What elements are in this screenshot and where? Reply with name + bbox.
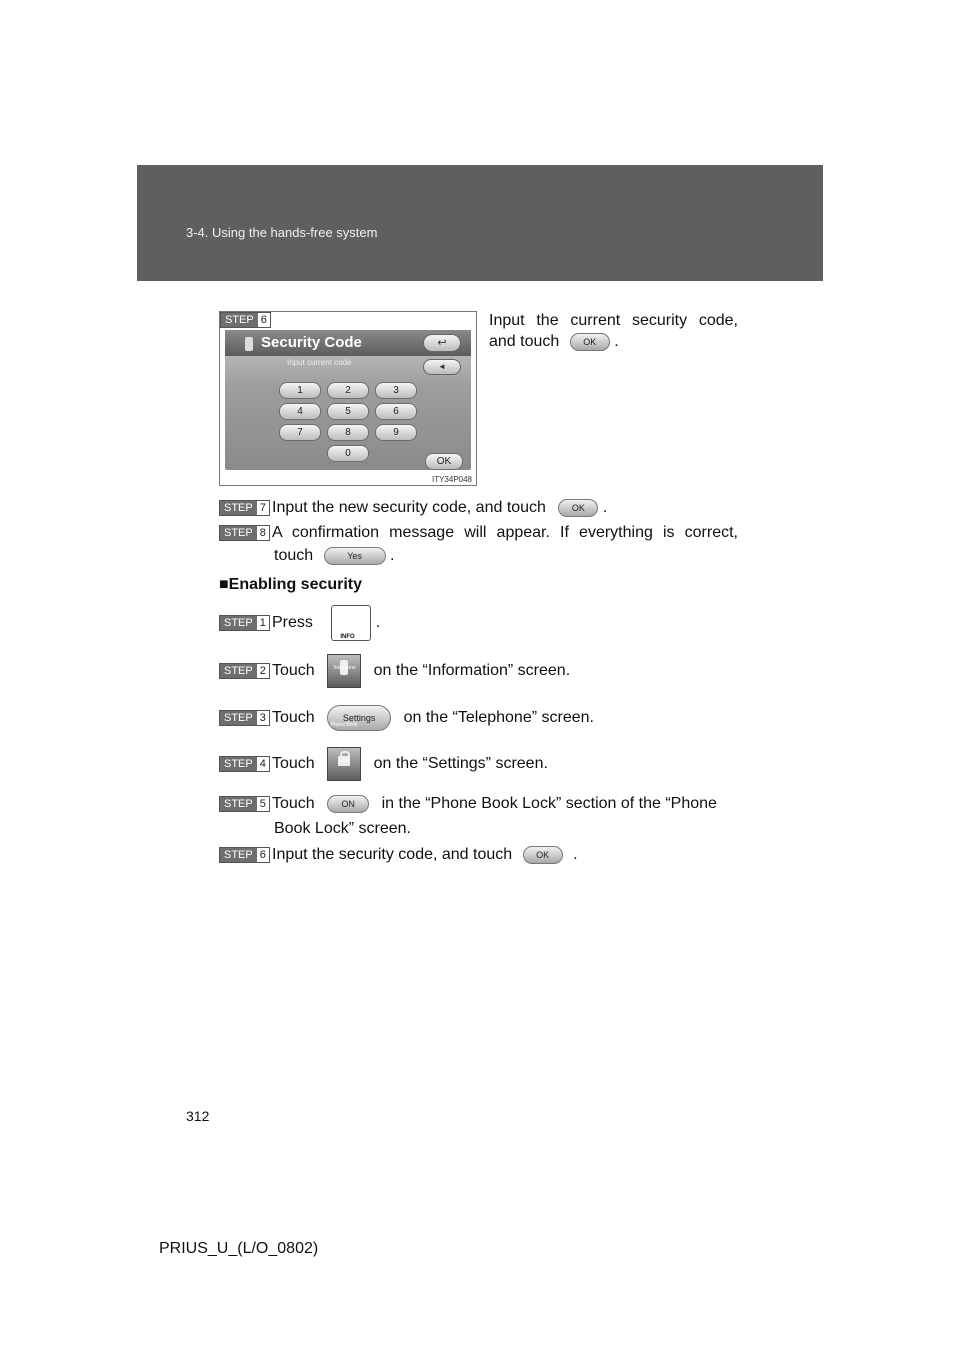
key-5[interactable]: 5 (327, 403, 369, 420)
step-badge: STEP 2 (219, 663, 270, 679)
key-7[interactable]: 7 (279, 424, 321, 441)
key-6[interactable]: 6 (375, 403, 417, 420)
section-title: 3-4. Using the hands-free system (186, 225, 378, 240)
ok-button-inline: OK (570, 333, 610, 351)
step-badge: STEP 6 (219, 847, 270, 863)
yes-button-inline: Yes (324, 547, 386, 565)
intro-line-2: and touch OK . (489, 333, 619, 350)
key-9[interactable]: 9 (375, 424, 417, 441)
telephone-icon: Telephone (327, 654, 361, 688)
page-number: 312 (186, 1108, 210, 1124)
enable-step-1-text: Press INFO . (272, 605, 380, 641)
step-8-line-2: touch Yes . (274, 547, 395, 564)
enable-step-4-text: Touch Phone Book Lock on the “Settings” screen. (272, 746, 548, 782)
screen-subtitle: Input current code (287, 358, 352, 367)
screen-title-bar (225, 330, 471, 356)
step-badge: STEP 4 (219, 756, 270, 772)
info-button: INFO (331, 605, 371, 641)
enable-step-6-text: Input the security code, and touch OK . (272, 846, 578, 863)
enable-step-5-line-2: Book Lock” screen. (274, 820, 411, 837)
back-icon[interactable]: ↩ (423, 334, 461, 352)
key-8[interactable]: 8 (327, 424, 369, 441)
step-badge: STEP 5 (219, 796, 270, 812)
key-2[interactable]: 2 (327, 382, 369, 399)
settings-button-inline: Settings (327, 705, 391, 731)
key-1[interactable]: 1 (279, 382, 321, 399)
intro-line-1: Input the current security code, (489, 312, 738, 329)
enable-step-3-text: Touch Settings on the “Telephone” screen. (272, 700, 594, 736)
step-badge: STEP 7 (219, 500, 270, 516)
section-heading: ■Enabling security (219, 576, 363, 593)
screen-title: Security Code (261, 334, 362, 351)
ok-button[interactable]: OK (425, 453, 463, 470)
key-0[interactable]: 0 (327, 445, 369, 462)
step-badge: STEP 3 (219, 710, 270, 726)
header-band (137, 165, 823, 281)
step-7-text: Input the new security code, and touch OK . (272, 499, 608, 516)
backspace-icon[interactable]: ◄ (423, 359, 461, 375)
enable-step-5-line-1: Touch ON in the “Phone Book Lock” section of the “Phone (272, 795, 717, 812)
step-8-line-1: A confirmation message will appear. If everything is correct, (272, 524, 738, 541)
ok-button-inline: OK (558, 499, 598, 517)
key-4[interactable]: 4 (279, 403, 321, 420)
key-3[interactable]: 3 (375, 382, 417, 399)
enable-step-2-text: Touch Telephone on the “Information” screen. (272, 653, 570, 689)
figure-id: ITY34P048 (431, 475, 472, 484)
step-badge: STEP 1 (219, 615, 270, 631)
document-code: PRIUS_U_(L/O_0802) (159, 1240, 319, 1257)
ok-button-inline: OK (523, 846, 563, 864)
step-badge: STEP 6 (220, 312, 271, 328)
on-button-inline: ON (327, 795, 369, 813)
nav-screen (225, 330, 471, 470)
step-badge: STEP 8 (219, 525, 270, 541)
phone-icon (245, 337, 253, 351)
lock-icon: Phone Book Lock (327, 747, 361, 781)
security-code-figure (219, 311, 477, 486)
